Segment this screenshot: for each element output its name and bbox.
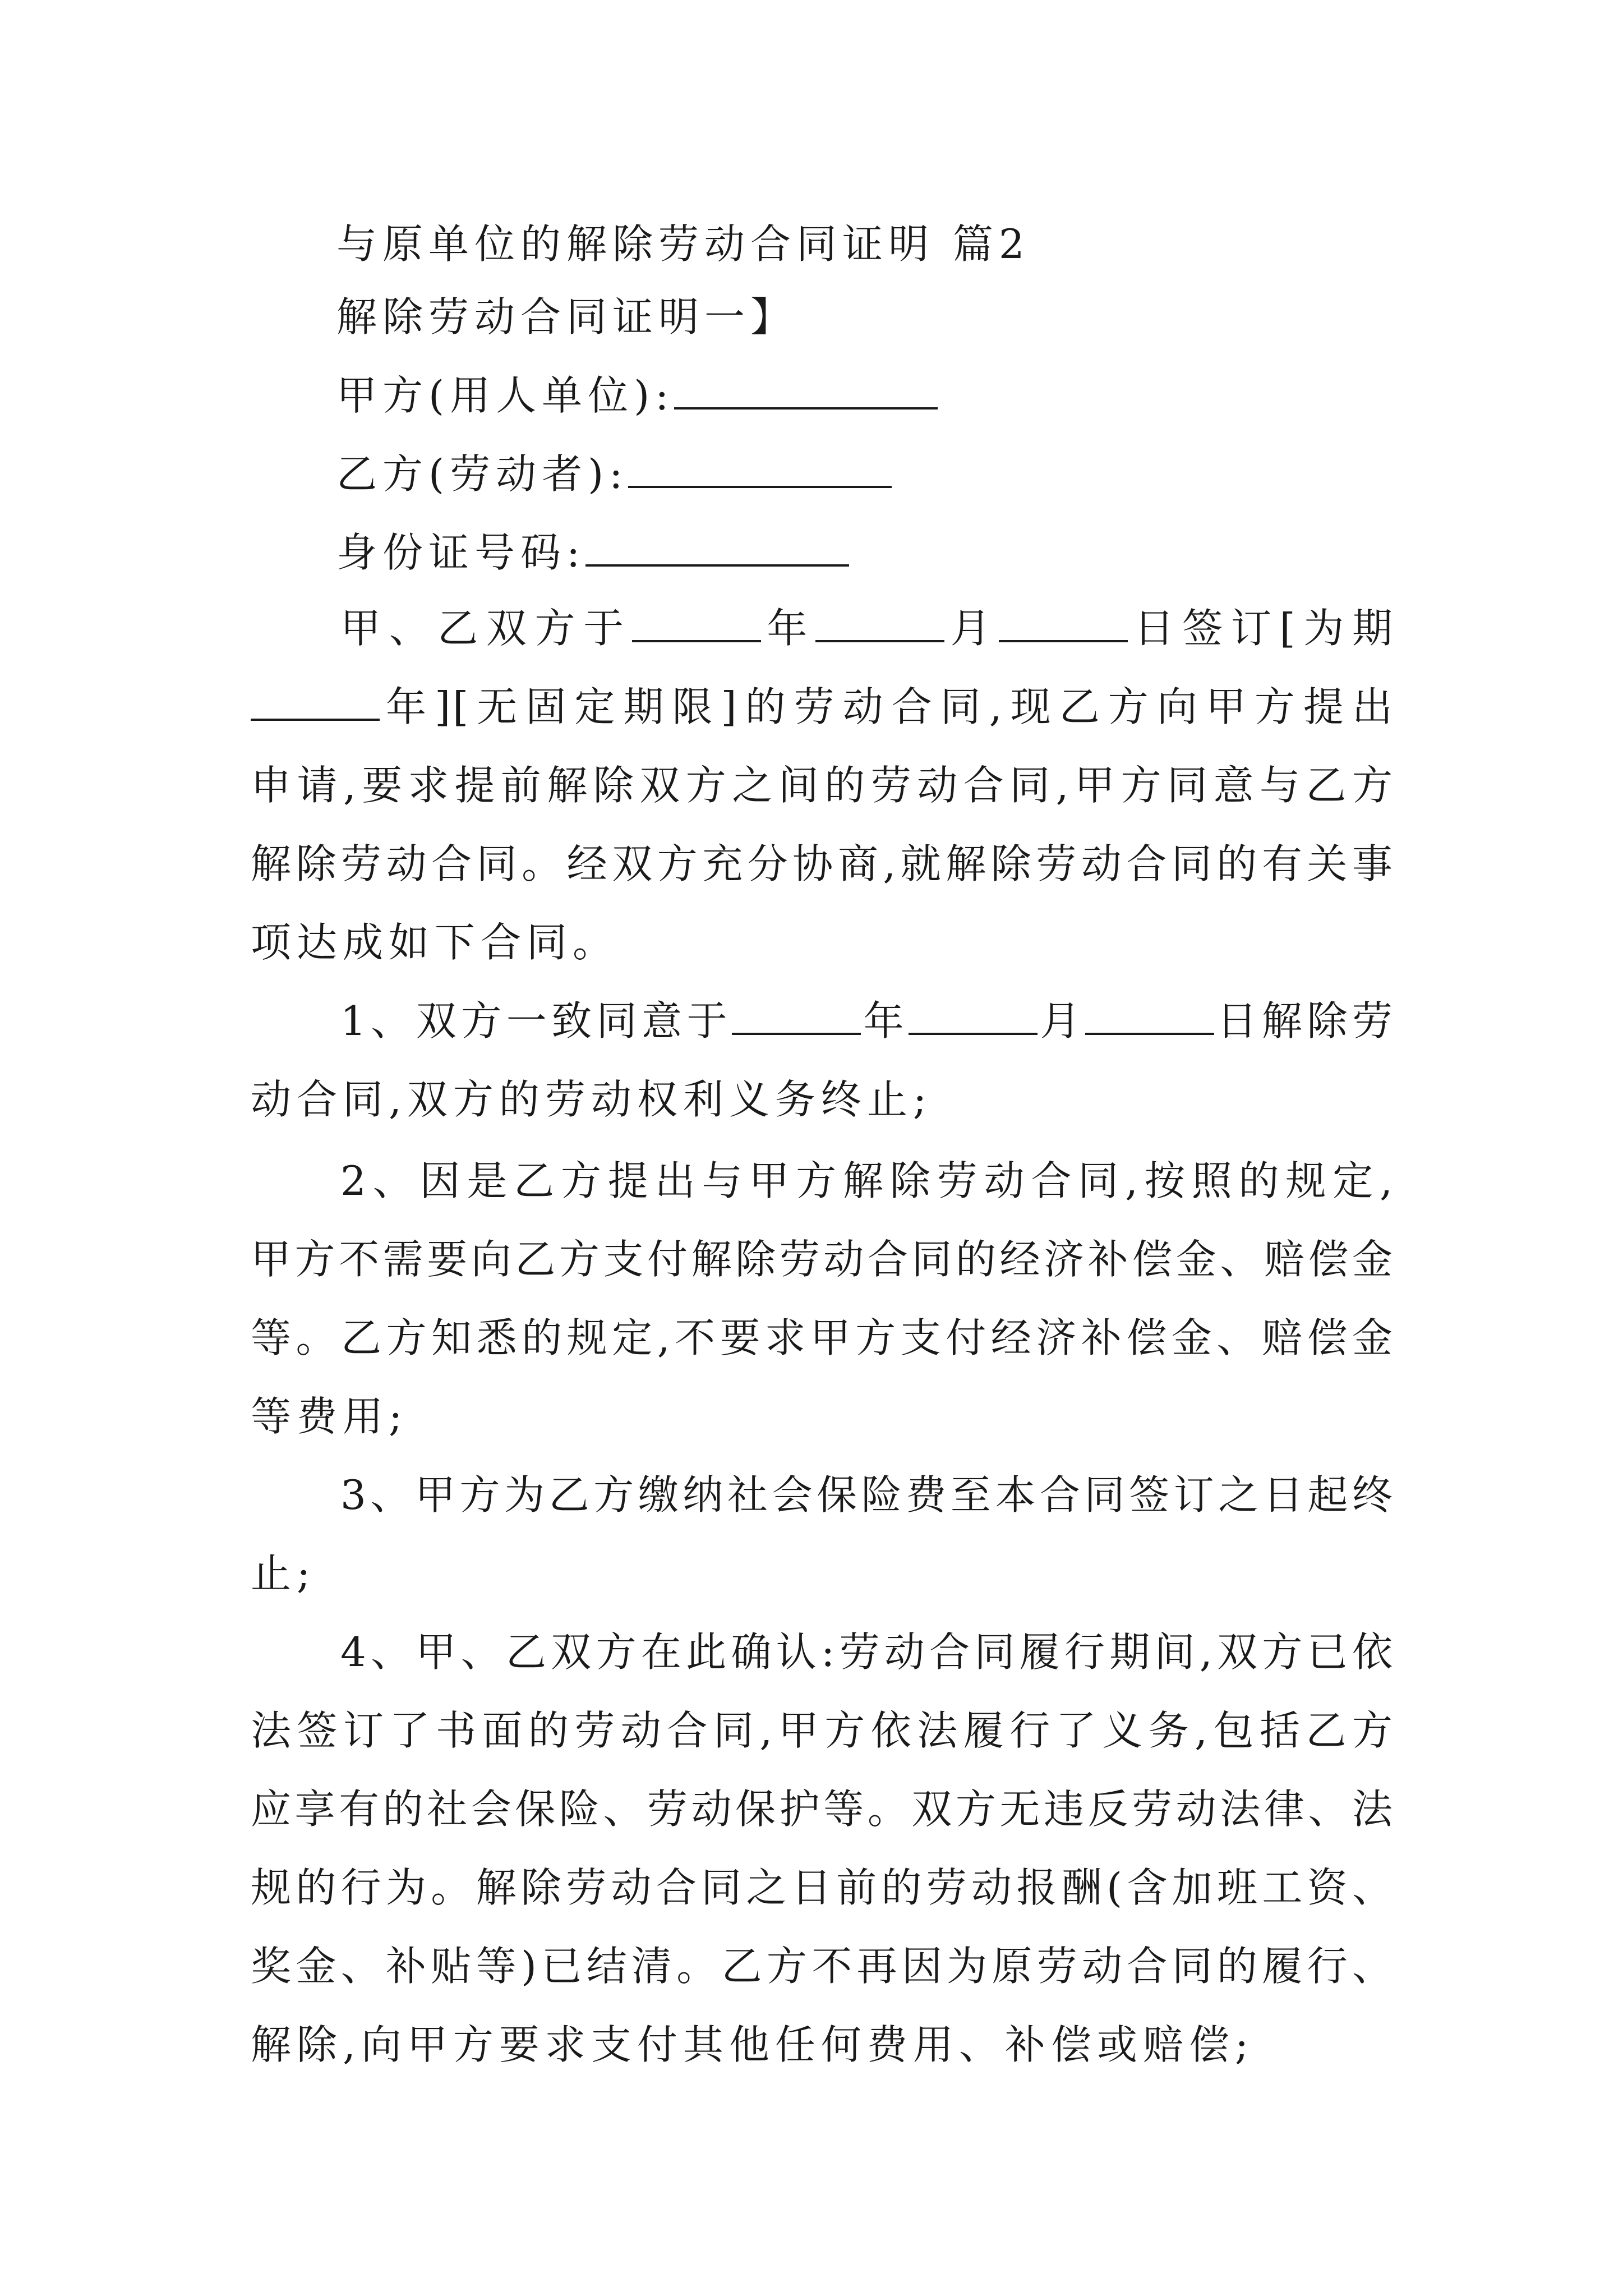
month-unit: 月 xyxy=(944,605,999,652)
party-b-label: 乙方(劳动者): xyxy=(336,450,629,498)
year-blank xyxy=(732,1000,861,1035)
intro-text: 甲、乙双方于 xyxy=(340,605,632,652)
term-blank xyxy=(251,686,380,721)
item-4-line-5: 奖金、补贴等)已结清。乙方不再因为原劳动合同的履行、 xyxy=(251,1943,1395,1990)
month-blank xyxy=(909,1000,1038,1035)
item-1-line-2: 动合同,双方的劳动权利义务终止; xyxy=(251,1076,933,1123)
item-2-line-3: 等。乙方知悉的规定,不要求甲方支付经济补偿金、赔偿金 xyxy=(251,1314,1395,1361)
item-2-line-4: 等费用; xyxy=(251,1393,408,1440)
party-a-field xyxy=(336,370,938,421)
month-blank xyxy=(815,608,944,642)
item-4-line-3: 应享有的社会保险、劳动保护等。双方无违反劳动法律、法 xyxy=(251,1786,1395,1833)
id-number-field xyxy=(336,527,849,578)
intro-line-1 xyxy=(251,603,1395,654)
intro-text: 日签订[为期 xyxy=(1128,605,1395,652)
year-unit: 年 xyxy=(760,605,815,652)
item-3-line-2: 止; xyxy=(251,1550,316,1597)
item-3-line-1: 3、甲方为乙方缴纳社会保险费至本合同签订之日起终 xyxy=(340,1471,1395,1519)
month-unit: 月 xyxy=(1038,997,1086,1045)
party-b-blank xyxy=(628,453,892,488)
document-title: 与原单位的解除劳动合同证明 篇2 xyxy=(336,220,1030,268)
day-blank xyxy=(999,608,1128,642)
item-1-line-1 xyxy=(251,996,1395,1046)
item-2-line-2: 甲方不需要向乙方支付解除劳动合同的经济补偿金、赔偿金 xyxy=(251,1236,1395,1283)
intro-line-3: 申请,要求提前解除双方之间的劳动合同,甲方同意与乙方 xyxy=(251,762,1395,809)
party-a-label: 甲方(用人单位): xyxy=(336,372,675,419)
party-b-field xyxy=(336,449,892,499)
item-4-line-1: 4、甲、乙双方在此确认:劳动合同履行期间,双方已依 xyxy=(340,1628,1395,1676)
document-subtitle: 解除劳动合同证明一】 xyxy=(336,293,797,341)
item-text: 日解除劳 xyxy=(1214,997,1395,1045)
item-text: 1、双方一致同意于 xyxy=(340,997,732,1045)
item-4-line-6: 解除,向甲方要求支付其他任何费用、补偿或赔偿; xyxy=(251,2021,1255,2068)
item-4-line-2: 法签订了书面的劳动合同,甲方依法履行了义务,包括乙方 xyxy=(251,1707,1395,1754)
id-number-blank xyxy=(585,532,849,567)
id-number-label: 身份证号码: xyxy=(336,529,586,576)
intro-text: 年][无固定期限]的劳动合同,现乙方向甲方提出 xyxy=(380,683,1395,730)
party-a-blank xyxy=(674,375,938,409)
intro-line-2 xyxy=(251,682,1395,732)
year-blank xyxy=(632,608,761,642)
intro-line-5: 项达成如下合同。 xyxy=(251,919,619,966)
day-blank xyxy=(1085,1000,1214,1035)
year-unit: 年 xyxy=(861,997,909,1045)
intro-line-4: 解除劳动合同。经双方充分协商,就解除劳动合同的有关事 xyxy=(251,840,1395,887)
item-2-line-1: 2、因是乙方提出与甲方解除劳动合同,按照的规定, xyxy=(340,1157,1395,1204)
item-4-line-4: 规的行为。解除劳动合同之日前的劳动报酬(含加班工资、 xyxy=(251,1864,1395,1911)
